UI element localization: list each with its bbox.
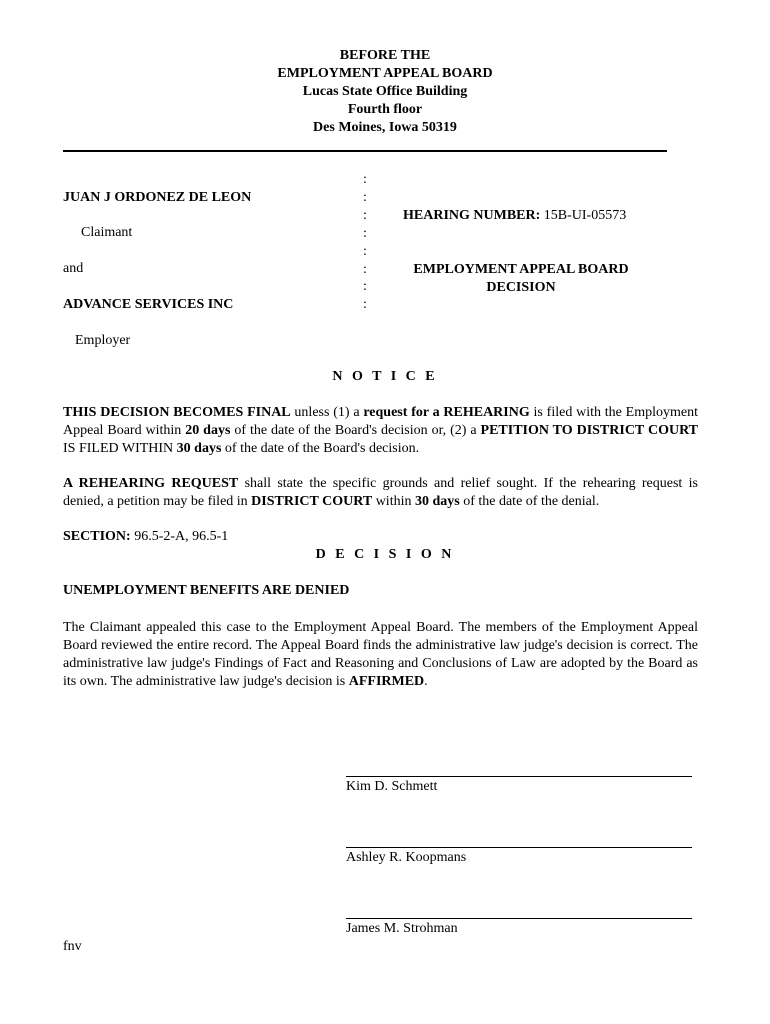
employer-name: ADVANCE SERVICES INC xyxy=(63,297,234,312)
signature-line xyxy=(346,847,692,848)
colon: : xyxy=(363,207,367,223)
signatory-name: Kim D. Schmett xyxy=(346,779,438,794)
decision-heading: D E C I S I O N xyxy=(315,547,455,562)
notice-bold: request for a REHEARING xyxy=(363,405,530,420)
typist-initials: fnv xyxy=(63,939,82,954)
affirmed-text: AFFIRMED xyxy=(348,674,425,689)
colon: : xyxy=(363,189,367,205)
colon: : xyxy=(363,297,367,313)
notice-bold: 30 days xyxy=(176,441,222,456)
signatory-name: Ashley R. Koopmans xyxy=(346,850,467,865)
caption-colons xyxy=(360,171,370,314)
colon: : xyxy=(363,261,367,277)
notice-heading: N O T I C E xyxy=(332,369,438,384)
claimant-role: Claimant xyxy=(81,225,133,240)
section-citation xyxy=(63,529,228,545)
notice-text: shall state the specific grounds and relief sought. If the rehearing request is denied, a petition may be filed in xyxy=(63,476,698,509)
notice-text: of the date of the Board's decision or, (2) a xyxy=(230,423,481,438)
notice-bold: 30 days xyxy=(414,494,460,509)
claimant-name: JUAN J ORDONEZ DE LEON xyxy=(63,190,252,205)
header-line: Fourth floor xyxy=(347,102,423,117)
board-title-line: DECISION xyxy=(486,280,556,295)
decision-text: The Claimant appealed this case to the Employment Appeal Board. The members of the Employment Appeal Board reviewed the entire record. The Appeal Board finds the administrative law judge's decision is correct. The administrative law judge's Findings of Fact and Reasoning and Conclusions of Law are adopted by the Board as its own. The administrative law judge's decision is xyxy=(63,620,698,689)
notice-paragraph-2 xyxy=(63,475,698,511)
notice-bold: DISTRICT COURT xyxy=(251,494,373,509)
employer-role: Employer xyxy=(75,333,131,348)
notice-text: IS FILED WITHIN xyxy=(63,441,177,456)
section-label: SECTION: xyxy=(63,529,131,544)
notice-text: of the date of the denial. xyxy=(459,494,600,509)
board-title-line: EMPLOYMENT APPEAL BOARD xyxy=(413,262,629,277)
notice-text: is filed with the Employment Appeal Board within xyxy=(63,405,698,438)
colon: : xyxy=(363,172,367,187)
notice-text: unless (1) a xyxy=(290,405,364,420)
notice-bold: A REHEARING REQUEST xyxy=(63,476,239,491)
hearing-number xyxy=(403,208,626,224)
notice-text: within xyxy=(372,494,415,509)
and-text: and xyxy=(63,261,84,276)
decision-text-end: . xyxy=(424,674,428,689)
header-line: Lucas State Office Building xyxy=(302,84,468,99)
hearing-number-label: HEARING NUMBER: xyxy=(403,208,541,223)
decision-result: UNEMPLOYMENT BENEFITS ARE DENIED xyxy=(63,583,350,598)
colon: : xyxy=(363,243,367,259)
notice-text: of the date of the Board's decision. xyxy=(221,441,420,456)
board-header xyxy=(0,47,770,137)
header-line: EMPLOYMENT APPEAL BOARD xyxy=(277,66,493,81)
signatory-name: James M. Strohman xyxy=(346,921,458,936)
header-line: BEFORE THE xyxy=(339,48,431,63)
board-decision-title xyxy=(393,261,649,297)
signature-line xyxy=(346,918,692,919)
notice-paragraph-1 xyxy=(63,404,698,458)
signature-line xyxy=(346,776,692,777)
notice-bold: PETITION TO DISTRICT COURT xyxy=(480,423,699,438)
notice-bold: THIS DECISION BECOMES FINAL xyxy=(63,405,291,420)
header-line: Des Moines, Iowa 50319 xyxy=(313,120,457,135)
colon: : xyxy=(363,225,367,241)
header-divider xyxy=(63,150,667,152)
notice-bold: 20 days xyxy=(185,423,231,438)
decision-body xyxy=(63,619,698,691)
colon: : xyxy=(363,279,367,295)
hearing-number-value: 15B-UI-05573 xyxy=(540,208,627,223)
section-value: 96.5-2-A, 96.5-1 xyxy=(130,529,229,544)
